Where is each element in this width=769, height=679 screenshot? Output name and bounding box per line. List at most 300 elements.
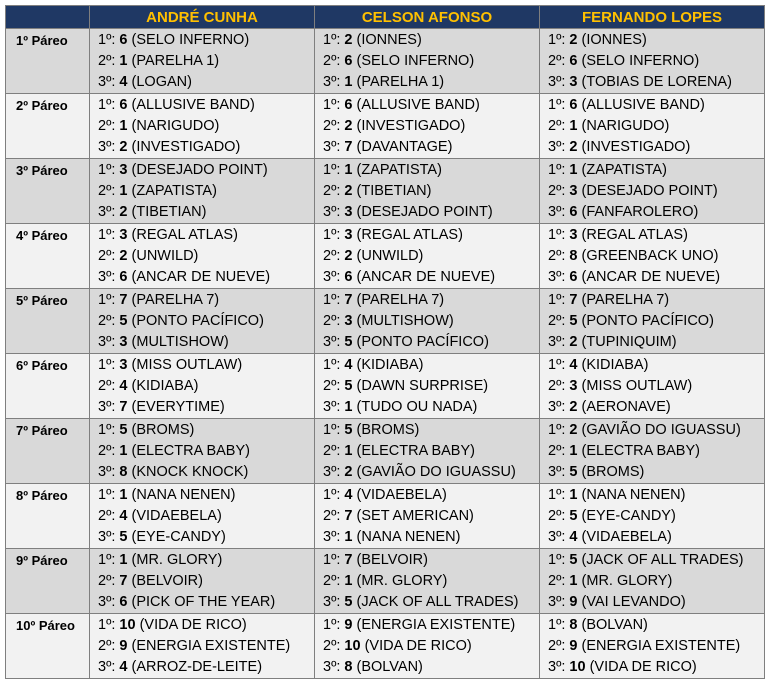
tip-line xyxy=(323,420,539,441)
tip-line xyxy=(98,160,314,181)
horse-name: (JACK OF ALL TRADES) xyxy=(356,594,519,610)
tip-line xyxy=(548,420,764,441)
finish-position: 2º: xyxy=(323,118,341,134)
tip-cell xyxy=(540,484,765,549)
horse-number: 1 xyxy=(344,74,353,90)
finish-position: 3º: xyxy=(323,659,341,675)
tip-line xyxy=(548,485,764,506)
horse-name: (PONTO PACÍFICO) xyxy=(581,313,714,329)
finish-position: 2º: xyxy=(548,118,566,134)
horse-number: 2 xyxy=(344,464,353,480)
tip-line xyxy=(323,615,539,636)
race-label: 5º Páreo xyxy=(6,289,90,354)
tip-line xyxy=(98,550,314,571)
tip-line xyxy=(548,30,764,51)
tip-line xyxy=(323,116,539,137)
horse-number: 7 xyxy=(119,573,128,589)
horse-number: 9 xyxy=(569,638,578,654)
race-row xyxy=(6,419,765,484)
race-label: 8º Páreo xyxy=(6,484,90,549)
horse-name: (ELECTRA BABY) xyxy=(581,443,700,459)
tip-line xyxy=(323,30,539,51)
tip-line xyxy=(548,137,764,158)
horse-number: 6 xyxy=(119,32,128,48)
horse-number: 1 xyxy=(344,399,353,415)
horse-name: (MR. GLORY) xyxy=(356,573,448,589)
horse-name: (ARROZ-DE-LEITE) xyxy=(131,659,263,675)
tip-cell xyxy=(315,224,540,289)
tips-table-body xyxy=(6,29,765,679)
tip-cell xyxy=(90,224,315,289)
tip-line xyxy=(548,462,764,483)
horse-number: 6 xyxy=(344,97,353,113)
tip-line xyxy=(323,485,539,506)
finish-position: 2º: xyxy=(323,378,341,394)
tip-cell xyxy=(315,289,540,354)
horse-number: 4 xyxy=(344,487,353,503)
horse-name: (NARIGUDO) xyxy=(131,118,220,134)
horse-name: (SELO INFERNO) xyxy=(581,53,700,69)
horse-name: (BROMS) xyxy=(131,422,195,438)
horse-name: (DAWN SURPRISE) xyxy=(356,378,489,394)
horse-number: 6 xyxy=(569,97,578,113)
horse-name: (ELECTRA BABY) xyxy=(356,443,475,459)
horse-number: 6 xyxy=(344,53,353,69)
horse-name: (KIDIABA) xyxy=(131,378,199,394)
horse-number: 10 xyxy=(344,638,361,654)
tip-cell xyxy=(315,614,540,679)
tip-line xyxy=(548,290,764,311)
horse-name: (BOLVAN) xyxy=(356,659,423,675)
tip-line xyxy=(548,355,764,376)
horse-name: (PARELHA 7) xyxy=(581,292,670,308)
horse-number: 5 xyxy=(119,422,128,438)
horse-name: (EYE-CANDY) xyxy=(131,529,226,545)
tip-line xyxy=(323,376,539,397)
tip-line xyxy=(323,137,539,158)
horse-name: (INVESTIGADO) xyxy=(131,139,241,155)
horse-name: (MISS OUTLAW) xyxy=(581,378,693,394)
horse-number: 1 xyxy=(119,487,128,503)
horse-number: 2 xyxy=(344,118,353,134)
tip-line xyxy=(98,615,314,636)
horse-number: 6 xyxy=(119,269,128,285)
horse-number: 2 xyxy=(569,32,578,48)
tip-line xyxy=(98,225,314,246)
horse-number: 6 xyxy=(569,53,578,69)
tip-cell xyxy=(90,94,315,159)
tip-cell xyxy=(90,159,315,224)
finish-position: 3º: xyxy=(548,594,566,610)
tip-line xyxy=(98,30,314,51)
horse-number: 1 xyxy=(119,53,128,69)
tip-line xyxy=(98,420,314,441)
tip-line xyxy=(323,506,539,527)
horse-number: 3 xyxy=(344,313,353,329)
finish-position: 1º: xyxy=(323,552,341,568)
horse-name: (ANCAR DE NUEVE) xyxy=(131,269,271,285)
horse-name: (PONTO PACÍFICO) xyxy=(131,313,264,329)
finish-position: 2º: xyxy=(98,248,116,264)
tip-line xyxy=(323,527,539,548)
horse-number: 1 xyxy=(119,118,128,134)
finish-position: 2º: xyxy=(548,53,566,69)
finish-position: 1º: xyxy=(548,162,566,178)
tip-cell xyxy=(315,159,540,224)
tip-line xyxy=(98,246,314,267)
race-row xyxy=(6,549,765,614)
tip-line xyxy=(98,592,314,613)
finish-position: 1º: xyxy=(548,292,566,308)
horse-name: (DESEJADO POINT) xyxy=(581,183,718,199)
finish-position: 3º: xyxy=(98,399,116,415)
horse-number: 5 xyxy=(344,594,353,610)
finish-position: 3º: xyxy=(98,594,116,610)
tip-line xyxy=(323,225,539,246)
tip-line xyxy=(323,202,539,223)
horse-number: 1 xyxy=(569,443,578,459)
tip-line xyxy=(548,311,764,332)
race-label: 1º Páreo xyxy=(6,29,90,94)
horse-name: (VIDA DE RICO) xyxy=(589,659,697,675)
tip-line xyxy=(548,397,764,418)
finish-position: 2º: xyxy=(548,378,566,394)
tip-line xyxy=(548,550,764,571)
horse-name: (ANCAR DE NUEVE) xyxy=(581,269,721,285)
horse-name: (TIBETIAN) xyxy=(356,183,432,199)
horse-number: 1 xyxy=(569,118,578,134)
horse-number: 3 xyxy=(119,162,128,178)
horse-name: (ANCAR DE NUEVE) xyxy=(356,269,496,285)
finish-position: 2º: xyxy=(323,248,341,264)
tip-cell xyxy=(540,29,765,94)
horse-number: 3 xyxy=(119,357,128,373)
horse-number: 2 xyxy=(569,399,578,415)
horse-name: (PICK OF THE YEAR) xyxy=(131,594,276,610)
race-row xyxy=(6,159,765,224)
tip-line xyxy=(323,636,539,657)
horse-number: 8 xyxy=(119,464,128,480)
finish-position: 1º: xyxy=(548,97,566,113)
tip-line xyxy=(548,592,764,613)
horse-name: (ZAPATISTA) xyxy=(131,183,217,199)
horse-number: 8 xyxy=(569,248,578,264)
finish-position: 1º: xyxy=(548,357,566,373)
horse-number: 4 xyxy=(119,659,128,675)
finish-position: 3º: xyxy=(323,139,341,155)
tip-line xyxy=(98,290,314,311)
horse-number: 6 xyxy=(119,594,128,610)
tip-line xyxy=(98,202,314,223)
tip-line xyxy=(323,397,539,418)
horse-name: (NANA NENEN) xyxy=(581,487,686,503)
horse-number: 2 xyxy=(569,139,578,155)
tip-line xyxy=(548,225,764,246)
horse-number: 5 xyxy=(344,378,353,394)
race-row xyxy=(6,29,765,94)
horse-name: (UNWILD) xyxy=(131,248,199,264)
finish-position: 2º: xyxy=(98,53,116,69)
horse-number: 5 xyxy=(569,508,578,524)
horse-name: (PARELHA 7) xyxy=(356,292,445,308)
finish-position: 3º: xyxy=(548,464,566,480)
tip-cell xyxy=(315,29,540,94)
horse-name: (VIDA DE RICO) xyxy=(364,638,472,654)
tip-line xyxy=(323,355,539,376)
horse-name: (ALLUSIVE BAND) xyxy=(131,97,255,113)
finish-position: 2º: xyxy=(323,183,341,199)
finish-position: 3º: xyxy=(323,464,341,480)
finish-position: 2º: xyxy=(98,508,116,524)
horse-number: 4 xyxy=(119,74,128,90)
horse-name: (IONNES) xyxy=(581,32,647,48)
horse-number: 8 xyxy=(344,659,353,675)
tip-line xyxy=(98,571,314,592)
horse-name: (MR. GLORY) xyxy=(131,552,223,568)
tip-cell xyxy=(90,549,315,614)
tip-cell xyxy=(90,29,315,94)
finish-position: 1º: xyxy=(323,357,341,373)
horse-name: (ENERGIA EXISTENTE) xyxy=(131,638,291,654)
finish-position: 3º: xyxy=(98,659,116,675)
horse-number: 2 xyxy=(569,334,578,350)
horse-number: 10 xyxy=(569,659,586,675)
header-tipster-2: CELSON AFONSO xyxy=(315,6,540,29)
tip-line xyxy=(323,332,539,353)
finish-position: 2º: xyxy=(548,313,566,329)
tip-cell xyxy=(540,419,765,484)
tip-line xyxy=(98,137,314,158)
race-row xyxy=(6,94,765,159)
finish-position: 3º: xyxy=(548,659,566,675)
horse-number: 5 xyxy=(119,313,128,329)
horse-name: (VIDAEBELA) xyxy=(356,487,447,503)
horse-name: (ALLUSIVE BAND) xyxy=(356,97,480,113)
tip-line xyxy=(548,615,764,636)
horse-number: 5 xyxy=(344,422,353,438)
finish-position: 2º: xyxy=(98,443,116,459)
horse-name: (MR. GLORY) xyxy=(581,573,673,589)
horse-number: 2 xyxy=(344,183,353,199)
tip-line xyxy=(98,485,314,506)
horse-name: (ALLUSIVE BAND) xyxy=(581,97,705,113)
finish-position: 3º: xyxy=(98,204,116,220)
finish-position: 2º: xyxy=(98,378,116,394)
tip-cell xyxy=(540,159,765,224)
race-label: 4º Páreo xyxy=(6,224,90,289)
horse-number: 4 xyxy=(569,529,578,545)
horse-name: (EVERYTIME) xyxy=(131,399,225,415)
finish-position: 2º: xyxy=(548,183,566,199)
horse-number: 7 xyxy=(344,508,353,524)
tip-line xyxy=(548,160,764,181)
tip-cell xyxy=(315,549,540,614)
horse-number: 2 xyxy=(119,248,128,264)
finish-position: 3º: xyxy=(323,74,341,90)
finish-position: 2º: xyxy=(548,638,566,654)
horse-name: (BOLVAN) xyxy=(581,617,648,633)
horse-name: (SET AMERICAN) xyxy=(356,508,474,524)
tip-line xyxy=(323,462,539,483)
tip-cell xyxy=(315,484,540,549)
finish-position: 3º: xyxy=(323,334,341,350)
tip-cell xyxy=(315,419,540,484)
horse-name: (ZAPATISTA) xyxy=(581,162,667,178)
tip-cell xyxy=(90,289,315,354)
finish-position: 1º: xyxy=(98,422,116,438)
tip-line xyxy=(548,657,764,678)
horse-number: 4 xyxy=(344,357,353,373)
tip-line xyxy=(323,290,539,311)
race-label: 7º Páreo xyxy=(6,419,90,484)
horse-name: (UNWILD) xyxy=(356,248,424,264)
finish-position: 2º: xyxy=(98,313,116,329)
horse-number: 10 xyxy=(119,617,136,633)
horse-number: 6 xyxy=(569,269,578,285)
finish-position: 3º: xyxy=(548,269,566,285)
finish-position: 3º: xyxy=(323,204,341,220)
race-label: 9º Páreo xyxy=(6,549,90,614)
tip-line xyxy=(98,51,314,72)
finish-position: 1º: xyxy=(98,357,116,373)
horse-name: (ELECTRA BABY) xyxy=(131,443,250,459)
tip-line xyxy=(548,95,764,116)
horse-name: (IONNES) xyxy=(356,32,422,48)
tip-cell xyxy=(90,484,315,549)
tip-line xyxy=(323,160,539,181)
finish-position: 3º: xyxy=(98,529,116,545)
horse-number: 1 xyxy=(344,162,353,178)
tip-cell xyxy=(90,614,315,679)
tip-cell xyxy=(90,419,315,484)
tip-line xyxy=(548,51,764,72)
horse-name: (KIDIABA) xyxy=(356,357,424,373)
horse-number: 7 xyxy=(119,399,128,415)
horse-number: 8 xyxy=(569,617,578,633)
horse-name: (DESEJADO POINT) xyxy=(131,162,268,178)
horse-name: (TIBETIAN) xyxy=(131,204,207,220)
horse-name: (REGAL ATLAS) xyxy=(131,227,238,243)
tip-line xyxy=(98,657,314,678)
finish-position: 1º: xyxy=(548,227,566,243)
finish-position: 1º: xyxy=(98,292,116,308)
finish-position: 3º: xyxy=(548,139,566,155)
header-row xyxy=(6,6,765,29)
finish-position: 2º: xyxy=(98,573,116,589)
horse-number: 6 xyxy=(119,97,128,113)
tip-line xyxy=(98,441,314,462)
horse-number: 4 xyxy=(119,378,128,394)
horse-name: (INVESTIGADO) xyxy=(581,139,691,155)
finish-position: 1º: xyxy=(548,32,566,48)
horse-number: 7 xyxy=(569,292,578,308)
tip-line xyxy=(98,267,314,288)
finish-position: 2º: xyxy=(548,443,566,459)
horse-number: 2 xyxy=(344,248,353,264)
finish-position: 1º: xyxy=(98,32,116,48)
horse-number: 1 xyxy=(344,573,353,589)
header-tipster-3: FERNANDO LOPES xyxy=(540,6,765,29)
tip-line xyxy=(548,181,764,202)
tip-line xyxy=(98,397,314,418)
finish-position: 3º: xyxy=(323,269,341,285)
horse-number: 1 xyxy=(119,443,128,459)
race-row xyxy=(6,484,765,549)
tip-cell xyxy=(540,354,765,419)
tip-cell xyxy=(315,354,540,419)
horse-number: 3 xyxy=(344,204,353,220)
race-label: 6º Páreo xyxy=(6,354,90,419)
horse-number: 4 xyxy=(569,357,578,373)
horse-name: (REGAL ATLAS) xyxy=(581,227,688,243)
tip-line xyxy=(98,506,314,527)
tip-line xyxy=(98,376,314,397)
tip-line xyxy=(98,95,314,116)
horse-name: (NARIGUDO) xyxy=(581,118,670,134)
finish-position: 3º: xyxy=(548,529,566,545)
finish-position: 3º: xyxy=(548,204,566,220)
finish-position: 3º: xyxy=(98,139,116,155)
horse-name: (REGAL ATLAS) xyxy=(356,227,463,243)
finish-position: 1º: xyxy=(548,422,566,438)
finish-position: 2º: xyxy=(98,183,116,199)
tip-line xyxy=(548,441,764,462)
tip-line xyxy=(323,51,539,72)
finish-position: 3º: xyxy=(323,399,341,415)
tip-line xyxy=(323,311,539,332)
finish-position: 3º: xyxy=(548,74,566,90)
horse-number: 2 xyxy=(119,139,128,155)
finish-position: 1º: xyxy=(323,32,341,48)
tip-line xyxy=(98,72,314,93)
tip-line xyxy=(548,571,764,592)
tip-line xyxy=(323,181,539,202)
horse-number: 3 xyxy=(119,227,128,243)
horse-number: 6 xyxy=(344,269,353,285)
finish-position: 1º: xyxy=(98,487,116,503)
finish-position: 2º: xyxy=(548,248,566,264)
tip-line xyxy=(548,332,764,353)
finish-position: 2º: xyxy=(323,573,341,589)
horse-number: 3 xyxy=(569,74,578,90)
tip-line xyxy=(548,116,764,137)
horse-name: (MISS OUTLAW) xyxy=(131,357,243,373)
finish-position: 3º: xyxy=(98,464,116,480)
tip-cell xyxy=(540,614,765,679)
tip-line xyxy=(323,246,539,267)
horse-name: (SELO INFERNO) xyxy=(131,32,250,48)
horse-number: 4 xyxy=(119,508,128,524)
finish-position: 2º: xyxy=(323,508,341,524)
tip-line xyxy=(323,550,539,571)
horse-number: 9 xyxy=(569,594,578,610)
horse-number: 1 xyxy=(569,487,578,503)
finish-position: 2º: xyxy=(323,443,341,459)
finish-position: 3º: xyxy=(98,74,116,90)
finish-position: 1º: xyxy=(323,617,341,633)
horse-name: (KIDIABA) xyxy=(581,357,649,373)
tip-line xyxy=(548,506,764,527)
horse-number: 3 xyxy=(119,334,128,350)
horse-number: 5 xyxy=(569,552,578,568)
horse-number: 1 xyxy=(119,183,128,199)
horse-name: (MULTISHOW) xyxy=(356,313,454,329)
race-label: 10º Páreo xyxy=(6,614,90,679)
finish-position: 1º: xyxy=(548,552,566,568)
race-row xyxy=(6,354,765,419)
tip-line xyxy=(98,332,314,353)
horse-number: 3 xyxy=(569,183,578,199)
